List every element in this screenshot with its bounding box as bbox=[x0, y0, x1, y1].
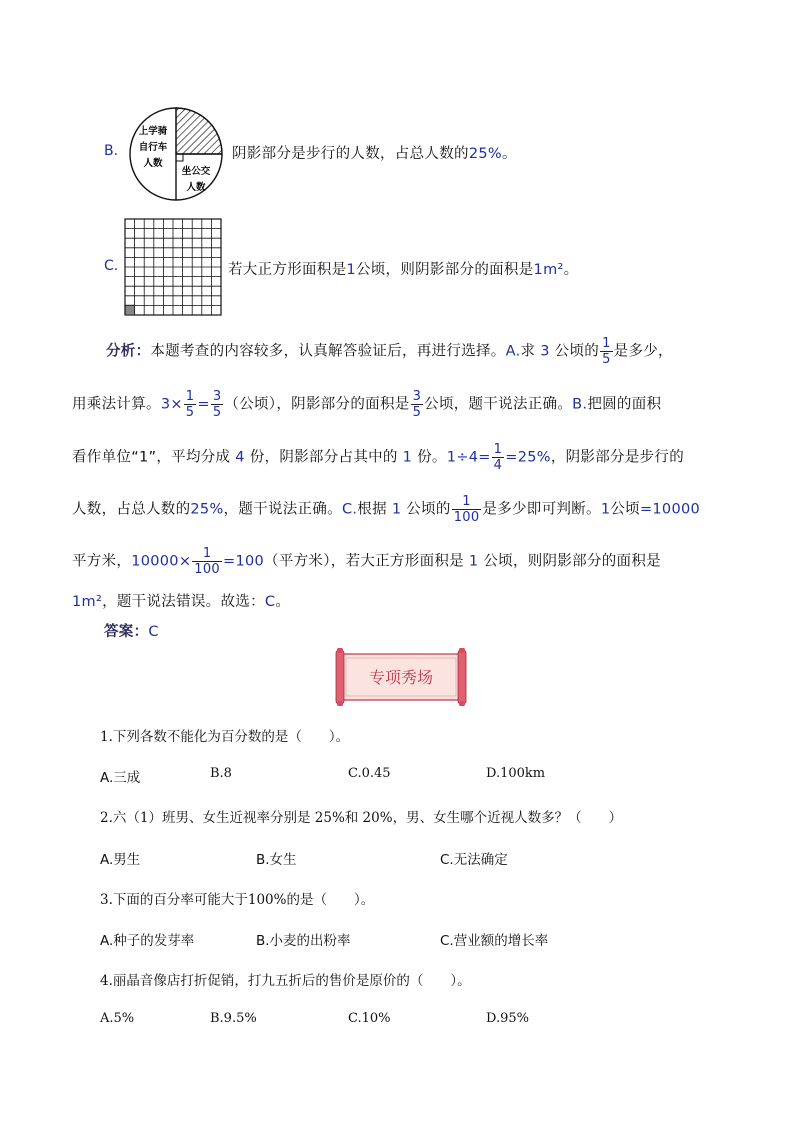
pie-label-bike-2: 自行车 bbox=[138, 142, 168, 153]
pie-label-bus-1: 坐公交 bbox=[181, 166, 211, 177]
q1-option-a[interactable]: A.三成 bbox=[100, 770, 141, 786]
question-1: 1.下列各数不能化为百分数的是（ ）。 bbox=[100, 729, 350, 745]
option-c-text: 若大正方形面积是1公顷，则阴影部分的面积是1m²。 bbox=[228, 262, 579, 278]
answer-line bbox=[104, 620, 159, 641]
fraction: $\frac{3}{5}$ bbox=[412, 389, 422, 420]
fraction: $\frac{1}{4}$ bbox=[493, 442, 503, 473]
answer-label: 答案： bbox=[104, 624, 149, 640]
question-4: 4.丽晶音像店打折促销，打九五折后的售价是原价的（ ）。 bbox=[100, 973, 471, 989]
analysis-line-2: 用乘法计算。3× $\frac{1}{5}$ = $\frac{3}{5}$ （公顷），阴影部分的面积是 $\frac{3}{5}$ 公顷，题干说法正确。B.把圆的面积 bbox=[72, 389, 662, 420]
q4-option-d[interactable]: D.95% bbox=[486, 1011, 529, 1026]
scroll-banner-graphic bbox=[332, 648, 470, 706]
option-b-letter: B. bbox=[104, 143, 119, 159]
banner-title: 专项秀场 bbox=[368, 668, 434, 687]
question-3: 3.下面的百分率可能大于100%的是（ ）。 bbox=[100, 892, 375, 908]
q1-option-d[interactable]: D.100km bbox=[486, 766, 546, 781]
pie-label-bus-2: 人数 bbox=[186, 182, 206, 193]
analysis-line-1: 分析：本题考查的内容较多，认真解答验证后，再进行选择。A.求 3 公顷的 $\frac{1}{5}$ 是多少， bbox=[106, 336, 673, 367]
pie-label-bike-3: 人数 bbox=[143, 158, 163, 169]
q3-option-a[interactable]: A.种子的发芽率 bbox=[100, 933, 195, 949]
pie-chart-figure bbox=[124, 106, 230, 202]
analysis-line-6: 1m²，题干说法错误。故选：C。 bbox=[72, 594, 291, 610]
option-b-text: 阴影部分是步行的人数，占总人数的25%。 bbox=[232, 146, 517, 162]
analysis-line-4: 人数，占总人数的25%，题干说法正确。C.根据 1 公顷的 $\frac{1}{100}$ 是多少即可判断。1公顷=10000 bbox=[72, 494, 701, 525]
grid-square-figure bbox=[124, 218, 222, 316]
q1-option-b[interactable]: B.8 bbox=[210, 766, 232, 781]
fraction: $\frac{1}{100}$ bbox=[194, 546, 220, 577]
fraction: $\frac{3}{5}$ bbox=[212, 389, 222, 420]
q4-option-c[interactable]: C.10% bbox=[348, 1011, 391, 1026]
analysis-line-3: 看作单位“1”，平均分成 4 份，阴影部分占其中的 1 份。1÷4= $\frac{1}{4}$ =25%，阴影部分是步行的 bbox=[72, 442, 685, 473]
q4-option-a[interactable]: A.5% bbox=[100, 1011, 135, 1026]
fraction: $\frac{1}{5}$ bbox=[602, 336, 611, 367]
pie-slice-walking bbox=[176, 108, 222, 154]
pie-label-bike-1: 上学骑 bbox=[138, 126, 168, 137]
question-2: 2.六（1）班男、女生近视率分别是 25%和 20%，男、女生哪个近视人数多？（ ） bbox=[100, 810, 623, 826]
q3-option-c[interactable]: C.营业额的增长率 bbox=[440, 933, 549, 949]
fraction: $\frac{1}{100}$ bbox=[453, 494, 480, 525]
q4-option-b[interactable]: B.9.5% bbox=[210, 1011, 257, 1026]
analysis-line-5: 平方米，10000× $\frac{1}{100}$ =100（平方米），若大正方形面积是 1 公顷，则阴影部分的面积是 bbox=[72, 546, 661, 577]
fraction: $\frac{1}{5}$ bbox=[185, 389, 195, 420]
q1-option-c[interactable]: C.0.45 bbox=[348, 766, 391, 781]
analysis-label: 分析： bbox=[106, 343, 151, 360]
option-c-letter: C. bbox=[104, 258, 119, 274]
q2-option-a[interactable]: A.男生 bbox=[100, 852, 141, 868]
q2-option-b[interactable]: B.女生 bbox=[256, 852, 297, 868]
q2-option-c[interactable]: C.无法确定 bbox=[440, 852, 508, 868]
q3-option-b[interactable]: B.小麦的出粉率 bbox=[256, 933, 351, 949]
answer-value: C bbox=[148, 624, 159, 640]
